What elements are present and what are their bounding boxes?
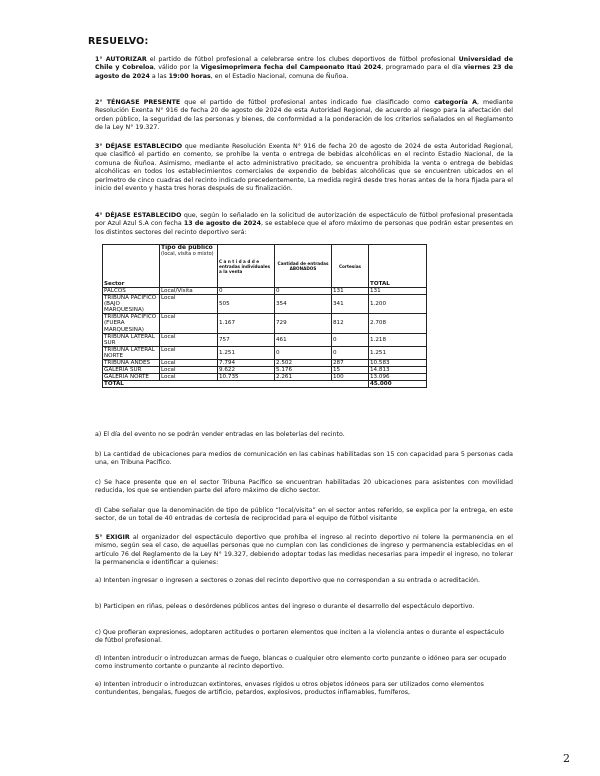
- note-c: c) Se hace presente que en el sector Tribuna Pacífico se encuentran habilitadas 20 ubicaciones para asistentes con movilidad reducida, los que se entienden parte del aforo máximo de dicho sector.: [95, 479, 513, 495]
- paragraph-1-authorize: [95, 56, 513, 81]
- header-cantidad-text: C a n t i d a d d e entradas individuales a la venta: [219, 258, 271, 274]
- cell-sector: TRIBUNA PACIFICO (BAJO MARQUESINA): [103, 295, 160, 314]
- p1-text: , en el Estadio Nacional, comuna de Ñuñoa.: [210, 72, 349, 80]
- cell-cortesias: 15: [332, 367, 369, 374]
- header-tipo-title: Tipo de público: [161, 244, 213, 251]
- cell-abonados: 0: [275, 288, 332, 295]
- p4-text: , se establece que el aforo máximo de personas que podrán estar presentes en los distintos sectores del recinto deportivo será:: [95, 220, 514, 236]
- cell-sector: GALERIA SUR: [103, 367, 160, 374]
- cell-cortesias: 131: [332, 288, 369, 295]
- cell-cantidad: 7.794: [218, 360, 275, 367]
- list-item-c: c) Que profieran expresiones, adoptaren actitudes o portaren elementos que inciten a la violencia antes o durante el espectáculo de fútbol profesional.: [95, 629, 504, 645]
- p4-date: 13 de agosto de 2024: [183, 220, 262, 228]
- cell-sector: TRIBUNA PACÍFICO (FUERA MARQUESINA): [103, 314, 160, 333]
- table-row: [103, 346, 427, 359]
- cell-sector: GALERÍA NORTE: [103, 374, 160, 381]
- list-item-e: e) Intenten introducir o introduzcan extintores, envases rígidos u otros objetos idóneos para ser utilizados como elementos contundentes, bengalas, fuegos de artificio, petardos, explosivos, productos inflamables, fumíferos,: [95, 681, 484, 697]
- list-item-a: a) Intenten ingresar o ingresen a sectores o zonas del recinto deportivo que no correspondan a su entrada o acreditación.: [95, 577, 481, 584]
- cell-tipo: Local: [160, 295, 218, 314]
- p3-text: que mediante Resolución Exenta N° 916 de fecha 20 de agosto de 2024 de esta Autoridad Regional, que clasificó el partido en comento, se prohíbe la venta o entrega de bebidas alcohólicas en el recinto Estadio Nacional, de la comuna de Ñuñoa. Asimismo, mediante el acto administrativo precitado, se encuentra prohibida la venta o entrega de bebidas alcohólicas en todos los establecimientos comerciales de expendio de bebidas alcohólicas que se encuentren ubicados en el perímetro de cinco cuadras del recinto indicado precedentemente, La medida regirá desde tres horas antes de la hora fijada para el inicio del evento y hasta tres horas después de su finalización.: [95, 143, 513, 193]
- section-heading: RESUELVO:: [88, 36, 149, 47]
- cell-cantidad: 1.251: [218, 346, 275, 359]
- header-abonados-text: Cantidad de entradas ABONADOS: [277, 261, 329, 271]
- cell-cantidad: 0: [218, 288, 275, 295]
- cell-total: 1.251: [369, 346, 427, 359]
- note-d: d) Cabe señalar que la denominación de tipo de público “local/visita” en el sector antes referido, se explica por la entrega, en este sector, de un total de 40 entradas de cortesía de reciprocidad para el equipo de fútbol visitante: [95, 507, 513, 523]
- list-item-d: d) Intenten introducir o introduzcan armas de fuego, blancas o cualquier otro elemento corto punzante o idóneo para ser ocupado como instrumento cortante o punzante al recinto deportivo.: [95, 655, 507, 671]
- cell-sector: TRIBUNA ANDES: [103, 360, 160, 367]
- p1-text: , válido por la: [153, 64, 201, 72]
- header-abonados: [275, 245, 332, 288]
- header-tipo-sub: (local, visita o mixto): [161, 250, 214, 257]
- cell-abonados: 0: [275, 346, 332, 359]
- page-number: 2: [563, 752, 570, 765]
- table-row: [103, 374, 427, 381]
- note-b: b) La cantidad de ubicaciones para medios de comunicación en las cabinas habilitadas son 15 con capacidad para 5 personas cada una, en Tribuna Pacífico.: [95, 451, 513, 467]
- note-a: a) El día del evento no se podrán vender entradas en las boleterías del recinto.: [95, 431, 345, 438]
- table-row: [103, 295, 427, 314]
- table-row: [103, 288, 427, 295]
- cell-tipo: Local: [160, 314, 218, 333]
- header-cortesias-text: Cortesías: [338, 263, 362, 269]
- cell-sector: TRIBUNA LATERAL NORTE: [103, 346, 160, 359]
- p4-text: que, según lo señalado en la solicitud de autorización de espectáculo de fútbol profesional presentada por Azul Azul S.A con fecha: [95, 212, 514, 228]
- cell-total: 13.096: [369, 374, 427, 381]
- cell-total: 1.200: [369, 295, 427, 314]
- cell-tipo: Local/Visita: [160, 288, 218, 295]
- header-total: TOTAL: [369, 245, 427, 288]
- cell-cortesias: 287: [332, 360, 369, 367]
- header-tipo: [160, 245, 218, 288]
- cell-abonados: 2.261: [275, 374, 332, 381]
- p4-lead: 4° DÉJASE ESTABLECIDO: [95, 212, 182, 219]
- cell-cantidad: 1.167: [218, 314, 275, 333]
- p1-teams: Universidad de Chile y Cobreloa: [95, 56, 513, 72]
- p1-text: a las: [149, 72, 169, 80]
- p5-lead: 5° EXIGIR: [95, 534, 130, 541]
- p1-date: viernes 23 de agosto de 2024: [95, 64, 513, 80]
- cell-cortesias: 0: [332, 333, 369, 346]
- paragraph-3-alcohol: [95, 143, 513, 193]
- cell-cantidad: 9.622: [218, 367, 275, 374]
- cell-cortesias: 0: [332, 346, 369, 359]
- paragraph-5-require: [95, 534, 513, 568]
- cell-tipo: Local: [160, 374, 218, 381]
- cell-total: 10.583: [369, 360, 427, 367]
- p2-text: , mediante Resolución Exenta N° 916 de fecha 20 de agosto de 2024 de esta Autoridad Regional, de acuerdo al riesgo para la afectación del orden público, la seguridad de las personas y bienes, de conformidad a la ponderación de los criterios señalados en el Reglamento de la Ley N° 19.327.: [95, 99, 513, 132]
- cell-cantidad: 10.735: [218, 374, 275, 381]
- cell-tipo: Local: [160, 360, 218, 367]
- cell-cortesias: 341: [332, 295, 369, 314]
- cell-cantidad: 757: [218, 333, 275, 346]
- paragraph-4-capacity: [95, 212, 513, 237]
- cell-abonados: 461: [275, 333, 332, 346]
- cell-total: 131: [369, 288, 427, 295]
- cell-sector: TRIBUNA LATERAL SUR: [103, 333, 160, 346]
- list-item-b: b) Participen en riñas, peleas o desórdenes públicos antes del ingreso o durante el desarrollo del espectáculo deportivo.: [95, 603, 475, 610]
- table-body: [103, 288, 427, 388]
- cell-cortesias: 100: [332, 374, 369, 381]
- cell-tipo: Local: [160, 346, 218, 359]
- cell-abonados: 5.176: [275, 367, 332, 374]
- cell-abonados: 729: [275, 314, 332, 333]
- p1-lead: 1° AUTORIZAR: [95, 56, 147, 63]
- cell-cortesias: 812: [332, 314, 369, 333]
- table-row: [103, 360, 427, 367]
- grand-total: 45.000: [369, 381, 427, 388]
- cell-cantidad: 505: [218, 295, 275, 314]
- cell-total: 14.813: [369, 367, 427, 374]
- cell-tipo: Local: [160, 367, 218, 374]
- table-row: [103, 333, 427, 346]
- cell-total: 2.708: [369, 314, 427, 333]
- table-row: [103, 314, 427, 333]
- total-label: TOTAL: [103, 381, 369, 388]
- cell-total: 1.218: [369, 333, 427, 346]
- p2-text: que el partido de fútbol profesional antes indicado fue clasificado como: [180, 99, 435, 106]
- p2-lead: 2° TÉNGASE PRESENTE: [95, 99, 181, 106]
- p1-text: el partido de fútbol profesional a celebrarse entre los clubes deportivos de fútbol profesional: [146, 56, 459, 63]
- p1-text: , programado para el día: [381, 64, 464, 72]
- header-cortesias: [332, 245, 369, 288]
- header-sector: Sector: [103, 245, 160, 288]
- p3-lead: 3° DÉJASE ESTABLECIDO: [95, 143, 183, 150]
- p1-tournament: Vigesimoprimera fecha del Campeonato Itaú 2024: [200, 64, 382, 72]
- p1-time: 19:00 horas: [168, 72, 211, 80]
- paragraph-2-classification: [95, 99, 513, 133]
- cell-tipo: Local: [160, 333, 218, 346]
- header-cantidad: [218, 245, 275, 288]
- p2-category: categoría A: [434, 99, 477, 106]
- table-total-row: [103, 381, 427, 388]
- capacity-table: [102, 244, 427, 388]
- cell-abonados: 2.502: [275, 360, 332, 367]
- cell-sector: PALCOS: [103, 288, 160, 295]
- p5-text: al organizador del espectáculo deportivo que prohíba el ingreso al recinto deportivo ni tolere la permanencia en el mismo, según sea el caso, de aquellas personas que no cumplan con las condiciones de ingreso y permanencia establecidas en el artículo 76 del Reglamento de la Ley N° 19.327, debiendo adoptar todas las medidas necesarias para impedir el ingreso, no tolerar la permanencia e identificar a quienes:: [95, 534, 513, 567]
- table-row: [103, 367, 427, 374]
- cell-abonados: 354: [275, 295, 332, 314]
